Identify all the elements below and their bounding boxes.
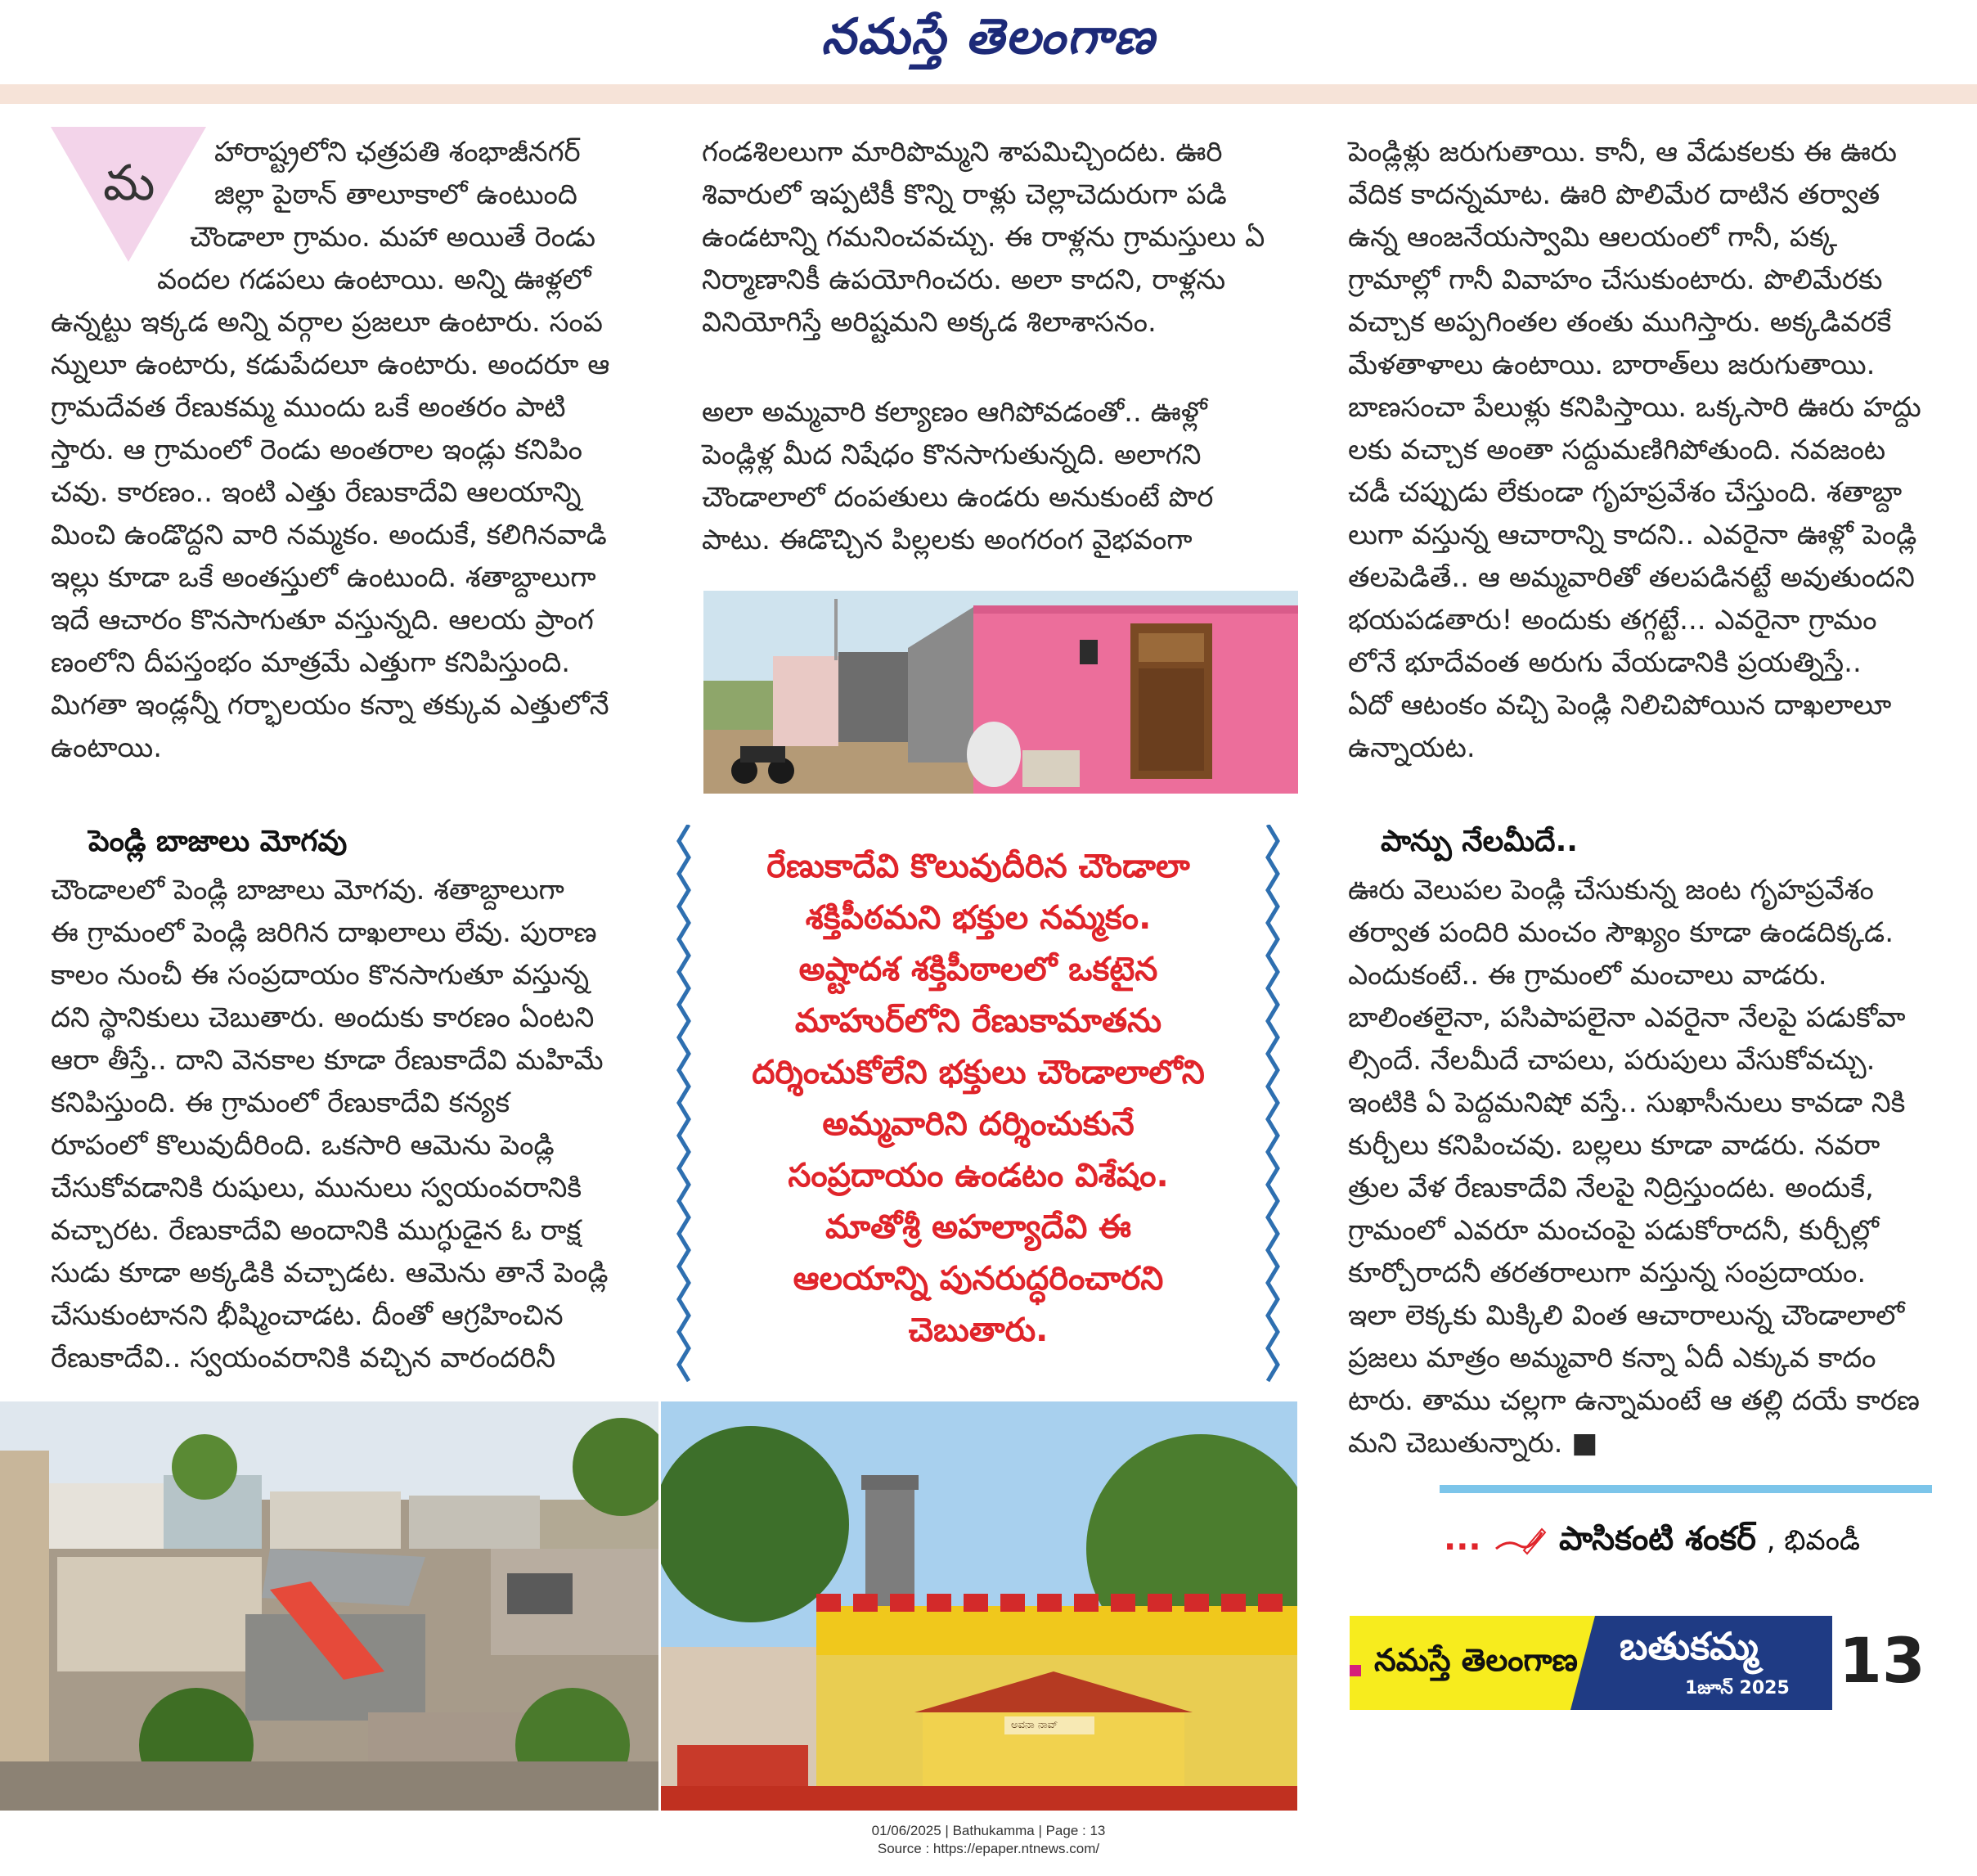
paragraph-line: ఎందుకంటే.. ఈ గ్రామంలో మంచాలు వాడరు.: [1348, 959, 1827, 992]
paragraph-line: ఉన్నట్టు ఇక్కడ అన్ని వర్గాల ప్రజలూ ఉంటారు. సంప: [51, 306, 603, 339]
photo-village-rooftops: [0, 1401, 658, 1811]
paragraph-line: ఈ గ్రామంలో పెండ్లి జరిగిన దాఖలాలు లేవు. పురాణ: [51, 916, 597, 949]
paragraph-line: చౌండాలా గ్రామం. మహా అయితే రెండు: [190, 221, 595, 254]
paragraph-line: మించి ఉండొద్దని వారి నమ్మకం. అందుకే, కలిగినవాడి: [51, 519, 607, 551]
paragraph-line: త్రుల వేళ రేణుకాదేవి నేలపై నిద్రిస్తుందట. అందుకే,: [1348, 1172, 1874, 1204]
article-column-3-lower: [1348, 869, 1953, 1464]
paragraph-line: దని స్థానికులు చెబుతారు. అందుకు కారణం ఏంటని: [51, 1001, 595, 1034]
photo-temple-lamp-tower: [661, 1401, 1297, 1811]
paragraph-line: సుడు కూడా అక్కడికి వచ్చాడట. ఆమెను తానే పెండ్లి: [51, 1257, 609, 1289]
article-column-1-lower: [51, 869, 656, 1379]
page-footer: [0, 1822, 1977, 1858]
paragraph-line: చడీ చప్పుడు లేకుండా గృహప్రవేశం చేస్తుంది. శతాబ్దా: [1348, 476, 1903, 509]
paragraph-line: పెండ్లిళ్ల మీద నిషేధం కొనసాగుతున్నది. అలాగని: [702, 439, 1202, 471]
pull-quote-line: చెబుతారు.: [908, 1311, 1049, 1349]
paragraph-line: పాటు. ఈడొచ్చిన పిల్లలకు అంగరంగ వైభవంగా: [702, 524, 1193, 556]
footer-source: Source : https://epaper.ntnews.com/: [877, 1841, 1100, 1856]
paragraph-line: స్తారు. ఆ గ్రామంలో రెండు అంతరాల ఇండ్లు కనిపిం: [51, 434, 583, 466]
banner-section-name: బతుకమ్మ: [1620, 1624, 1759, 1668]
pull-quote-line: మాహుర్‌లోని రేణుకామాతను: [794, 1002, 1162, 1040]
paragraph-line: గ్రామాల్లో గానీ వివాహం చేసుకుంటారు. పొలిమేరకు: [1348, 263, 1883, 296]
temple-sign-text: ಅವನಾ ನಾವ್: [1011, 1719, 1058, 1731]
paragraph-line: లుగా వస్తున్న ఆచారాన్ని కాదని.. ఎవరైనా ఊళ్లో పెండ్లి: [1348, 519, 1917, 551]
pull-quote-box: [672, 825, 1284, 1389]
byline-author: పాసికంటి శంకర్: [1559, 1520, 1756, 1558]
paragraph-line: ఉంటాయి.: [51, 731, 163, 764]
paragraph-line: ఉన్నాయట.: [1348, 731, 1476, 764]
paragraph-line: చౌండాలాలో దంపతులు ఉండరు అనుకుంటే పొర: [702, 481, 1214, 514]
paragraph-line: వందల గడపలు ఉంటాయి. అన్ని ఊళ్లలో: [157, 263, 591, 296]
pull-quote-line: సంప్రదాయం ఉండటం విశేషం.: [788, 1157, 1169, 1194]
paragraph-line: చవు. కారణం.. ఇంటి ఎత్తు రేణుకాదేవి ఆలయాన్ని: [51, 476, 582, 509]
paragraph-line: గ్రామంలో ఎవరూ మంచంపై పడుకోరాదనీ, కుర్చీల్లో: [1348, 1214, 1880, 1247]
masthead-title: నమస్తే తెలంగాణ: [820, 8, 1157, 65]
paragraph-line: బాణసంచా పేలుళ్లు కనిపిస్తాయి. ఒక్కసారి ఊరు హద్దు: [1348, 391, 1921, 424]
paragraph-line: వేదిక కాదన్నమాట. ఊరి పొలిమేర దాటిన తర్వాత: [1348, 178, 1880, 211]
pull-quote-line: రేణుకాదేవి కొలువుదీరిన చౌండాలా: [766, 848, 1190, 885]
paragraph-line: మిగతా ఇండ్లన్నీ గర్భాలయం కన్నా తక్కువ ఎత్తులోనే: [51, 689, 609, 722]
paragraph-line: మేళతాళాలు ఉంటాయి. బారాత్‌లు జరుగుతాయి.: [1348, 349, 1876, 381]
paragraph-line: శివారులో ఇప్పటికీ కొన్ని రాళ్లు చెల్లాచెదురుగా పడి: [702, 178, 1227, 211]
paragraph-line: న్నులూ ఉంటారు, కడుపేదలూ ఉంటారు. అందరూ ఆ: [51, 349, 610, 381]
paragraph-line: నిర్మాణానికీ ఉపయోగించరు. అలా కాదని, రాళ్లను: [702, 263, 1226, 296]
pull-quote-line: అష్టాదశ శక్తిపీఠాలలో ఒకటైన: [798, 951, 1158, 988]
paragraph-line: చౌండాలలో పెండ్లి బాజాలు మోగవు. శతాబ్దాలుగా: [51, 874, 564, 907]
subhead-wedding-drums: పెండ్లి బాజాలు మోగవు: [88, 825, 348, 858]
paragraph-line: ప్రజలు మాత్రం అమ్మవారి కన్నా ఏదీ ఎక్కువ కాదం: [1348, 1342, 1876, 1374]
byline-place: , భివండీ: [1766, 1524, 1861, 1557]
paragraph-line: ల్సిందే. నేలమీదే చాపలు, పరుపులు వేసుకోవచ్చు.: [1348, 1044, 1876, 1077]
section-banner: [1350, 1616, 1932, 1710]
banner-page-number: 13: [1839, 1624, 1925, 1697]
paragraph-line: ఉన్న ఆంజనేయస్వామి ఆలయంలో గానీ, పక్క: [1348, 221, 1838, 254]
paragraph-line: ఇలా లెక్కకు మిక్కిలి వింత ఆచారాలున్న చౌండాలాలో: [1348, 1299, 1905, 1332]
paragraph-line: అలా అమ్మవారి కల్యాణం ఆగిపోవడంతో.. ఊళ్లో: [702, 396, 1207, 429]
top-band: [0, 84, 1977, 104]
paragraph-line: కూర్చోరాదనీ తరతరాలుగా వస్తున్న సంప్రదాయం.: [1348, 1257, 1867, 1289]
paragraph-line: ఇల్లు కూడా ఒకే అంతస్తులో ఉంటుంది. శతాబ్దాలుగా: [51, 561, 596, 594]
photo-pink-house: [703, 591, 1298, 794]
pen-icon: [1491, 1524, 1548, 1557]
paragraph-line: ఊరు వెలుపల పెండ్లి చేసుకున్న జంట గృహప్రవేశం: [1348, 874, 1874, 907]
byline: [1444, 1520, 1860, 1566]
paragraph-line: టారు. తాము చల్లగా ఉన్నామంటే ఆ తల్లి దయే కారణ: [1348, 1384, 1920, 1417]
paragraph-line: లోనే భూదేవంత అరుగు వేయడానికి ప్రయత్నిస్తే..: [1348, 646, 1862, 679]
article-column-3: [1348, 131, 1953, 769]
paragraph-line: రేణుకాదేవి.. స్వయంవరానికి వచ్చిన వారందరినీ: [51, 1342, 556, 1374]
paragraph-line: వినియోగిస్తే అరిష్టమని అక్కడ శిలాశాసనం.: [702, 306, 1157, 339]
paragraph-line: గ్రామదేవత రేణుకమ్మ ముందు ఒకే అంతరం పాటి: [51, 391, 566, 424]
paragraph-line: ణంలోని దీపస్తంభం మాత్రమే ఎత్తుగా కనిపిస్తుంది.: [51, 646, 571, 679]
pull-quote-line: మాతోశ్రీ అహల్యాదేవి ఈ: [824, 1208, 1131, 1246]
banner-date: 1జూన్ 2025: [1685, 1678, 1790, 1698]
paragraph-line: జిల్లా పైఠాన్ తాలూకాలో ఉంటుంది: [214, 178, 577, 211]
article-column-1: [51, 131, 656, 769]
drop-cap-letter: మ: [103, 155, 155, 212]
article-column-2: [702, 131, 1307, 344]
paragraph-line: ఇదే ఆచారం కొనసాగుతూ వస్తున్నది. ఆలయ ప్రాంగ: [51, 604, 594, 637]
paragraph-line: ఉండటాన్ని గమనించవచ్చు. ఈ రాళ్లను గ్రామస్తులు ఏ: [702, 221, 1265, 254]
masthead: [0, 0, 1977, 82]
paragraph-line: తలపెడితే.. ఆ అమ్మవారితో తలపడినట్టే అవుతుందని: [1348, 561, 1915, 594]
paragraph-line: లకు వచ్చాక అంతా సద్దుమణిగిపోతుంది. నవజంట: [1348, 434, 1886, 466]
paragraph-line: ఇంటికి ఏ పెద్దమనిషో వస్తే.. సుఖాసీనులు కావడా నికి: [1348, 1086, 1906, 1119]
pull-quote-text: [721, 841, 1235, 1356]
paragraph-line: ఏదో ఆటంకం వచ్చి పెండ్లి నిలిచిపోయిన దాఖలాలూ: [1348, 689, 1892, 722]
paragraph-line: చేసుకుంటానని భీష్మించాడట. దీంతో ఆగ్రహించిన: [51, 1299, 564, 1332]
paragraph-line: కనిపిస్తుంది. ఈ గ్రామంలో రేణుకాదేవి కన్యక: [51, 1086, 510, 1119]
byline-rule: [1440, 1485, 1932, 1493]
paragraph-line: హారాష్ట్రలోని ఛత్రపతి శంభాజీనగర్: [214, 136, 581, 169]
paragraph-line: వచ్చాక అప్పగింతల తంతు ముగిస్తారు. అక్కడివరకే: [1348, 306, 1892, 339]
byline-dots: ...: [1444, 1520, 1481, 1558]
pull-quote-line: అమ్మవారిని దర్శించుకునే: [822, 1105, 1135, 1143]
banner-paper-name: నమస్తే తెలంగాణ: [1374, 1642, 1578, 1678]
pull-quote-line: ఆలయాన్ని పునరుద్ధరించారని: [793, 1260, 1164, 1298]
pull-quote-line: దర్శించుకోలేని భక్తులు చౌండాలాలోని: [752, 1054, 1205, 1091]
paragraph-line: గండశిలలుగా మారిపొమ్మని శాపమిచ్చిందట. ఊరి: [702, 136, 1223, 169]
footer-line-1: 01/06/2025 | Bathukamma | Page : 13: [871, 1823, 1106, 1838]
paragraph-line: కుర్చీలు కనిపించవు. బల్లలు కూడా వాడరు. నవరా: [1348, 1129, 1880, 1162]
paragraph-line: కాలం నుంచీ ఈ సంప్రదాయం కొనసాగుతూ వస్తున్న: [51, 959, 590, 992]
subhead-bed-on-floor: పాన్పు నేలమీదే..: [1381, 825, 1578, 858]
paragraph-line: చేసుకోవడానికి రుషులు, మునులు స్వయంవరానికి: [51, 1172, 582, 1204]
paragraph-line: బాలింతలైనా, పసిపాపలైనా ఎవరైనా నేలపై పడుకోవా: [1348, 1001, 1906, 1034]
article-column-2-lower: [702, 391, 1307, 561]
paragraph-line: వచ్చారట. రేణుకాదేవి అందానికి ముగ్ధుడైన ఓ రాక్ష: [51, 1214, 582, 1247]
paragraph-line: పెండ్లిళ్లు జరుగుతాయి. కానీ, ఆ వేడుకలకు ఈ ఊరు: [1348, 136, 1897, 169]
pull-quote-line: శక్తిపీఠమని భక్తుల నమ్మకం.: [805, 899, 1152, 937]
paragraph-line: మని చెబుతున్నారు. ■: [1348, 1427, 1598, 1460]
paragraph-line: భయపడతారు! అందుకు తగ్గట్టే... ఎవరైనా గ్రామం: [1348, 604, 1877, 637]
paragraph-line: ఆరా తీస్తే.. దాని వెనకాల కూడా రేణుకాదేవి మహిమే: [51, 1044, 604, 1077]
paragraph-line: రూపంలో కొలువుదీరింది. ఒకసారి ఆమెను పెండ్లి: [51, 1129, 555, 1162]
paragraph-line: తర్వాత పందిరి మంచం సౌఖ్యం కూడా ఉండదిక్కడ.: [1348, 916, 1894, 949]
